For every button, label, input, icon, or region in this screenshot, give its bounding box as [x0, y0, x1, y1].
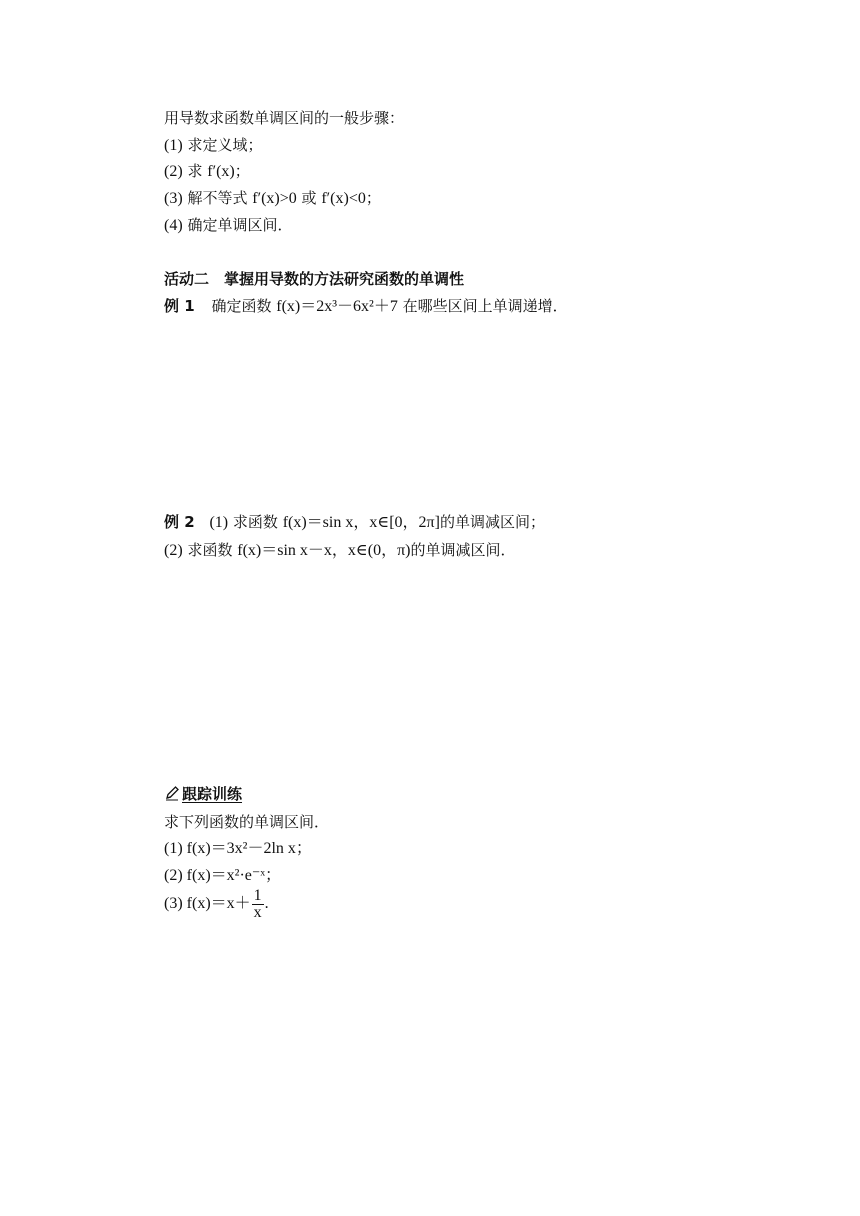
part-number: (2)	[164, 542, 183, 559]
example-2-part-2	[164, 540, 516, 561]
example-function: f(x)	[276, 298, 301, 315]
step-punct: ；	[234, 162, 250, 180]
example-label: 例 1	[164, 297, 195, 315]
steps-title: 用导数求函数单调区间的一般步骤：	[164, 109, 405, 127]
step-text: 或	[301, 189, 317, 207]
step-math: f′(x)	[207, 163, 235, 180]
item-number: (1)	[164, 840, 183, 857]
step-text: 确定单调区间．	[187, 216, 293, 234]
step-punct: ；	[365, 189, 381, 207]
pencil-icon	[164, 785, 180, 801]
step-math: f′(x)<0	[321, 190, 366, 207]
activity-heading: 活动二 掌握用导数的方法研究函数的单调性	[164, 270, 465, 288]
example-function: f(x)＝sin x－x，x∈(0，π)	[237, 542, 411, 559]
item-number: (2)	[164, 867, 183, 884]
step-text: 解不等式	[187, 189, 248, 207]
step-number: (2)	[164, 163, 183, 180]
step-3	[164, 188, 381, 209]
example-text: 的单调减区间．	[410, 541, 516, 559]
step-2	[164, 161, 250, 182]
step-number: (4)	[164, 217, 183, 234]
step-number: (1)	[164, 137, 183, 154]
example-text: 确定函数	[211, 297, 272, 315]
step-1	[164, 135, 262, 156]
example-1	[164, 296, 568, 317]
step-math: f′(x)>0	[252, 190, 297, 207]
fraction-denominator: x	[253, 904, 262, 921]
example-expression: ＝2x³－6x²＋7	[300, 298, 398, 315]
tracking-item-2	[164, 866, 281, 886]
item-punct: .	[264, 895, 269, 913]
step-4	[164, 215, 292, 236]
example-text: 的单调减区间；	[439, 513, 545, 531]
step-text: 求	[187, 162, 203, 180]
item-expression: f(x)＝x＋	[186, 895, 251, 913]
example-function: f(x)＝sin x，x∈[0，2π]	[282, 514, 440, 531]
tracking-item-3	[164, 888, 269, 921]
tracking-header	[164, 784, 242, 804]
tracking-title: 跟踪训练	[182, 785, 243, 803]
example-2-part-1	[164, 512, 545, 533]
part-number: (1)	[209, 514, 229, 531]
item-expression: f(x)＝3x²－2ln x；	[186, 840, 312, 857]
tracking-prompt: 求下列函数的单调区间．	[164, 813, 330, 831]
example-text: 求函数	[232, 513, 278, 531]
example-label: 例 2	[164, 513, 195, 531]
step-text: 求定义域；	[187, 136, 263, 154]
fraction	[252, 888, 264, 921]
example-text: 在哪些区间上单调递增．	[402, 297, 568, 315]
step-number: (3)	[164, 190, 183, 207]
example-text: 求函数	[187, 541, 233, 559]
fraction-numerator: 1	[253, 887, 262, 904]
item-number: (3)	[164, 895, 183, 913]
item-expression: f(x)＝x²·e⁻ˣ；	[186, 867, 281, 884]
tracking-item-1	[164, 839, 312, 859]
